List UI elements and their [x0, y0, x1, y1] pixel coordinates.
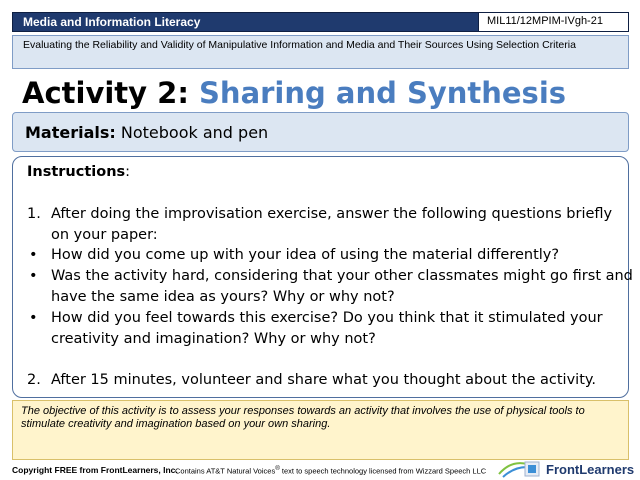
item1-line1: After doing the improvisation exercise, answer the following questions briefly	[51, 206, 613, 222]
footer	[0, 462, 640, 480]
course-title: Media and Information Literacy	[23, 15, 201, 29]
materials-text	[25, 123, 268, 142]
item1-marker: 1.	[27, 206, 41, 222]
header-bar	[12, 12, 629, 32]
materials-value: Notebook and pen	[115, 123, 269, 142]
item2-line1: After 15 minutes, volunteer and share what you thought about the activity.	[51, 372, 596, 388]
objective-box	[12, 400, 629, 460]
activity-prefix: Activity 2:	[22, 76, 200, 110]
registered-mark: ®	[275, 465, 280, 472]
materials-box	[12, 112, 629, 152]
question3-line1: How did you feel towards this exercise? Do you think that it stimulated your	[51, 310, 603, 326]
instructions-box	[12, 156, 633, 398]
voices-text	[175, 465, 486, 476]
instructions-colon: :	[125, 164, 131, 180]
topic-text: Evaluating the Reliability and Validity of Manipulative Information and Media and Their Sources Using Selection Criteria	[23, 39, 576, 51]
question1-line1: How did you come up with your idea of using the material differently?	[51, 247, 560, 263]
instructions-label: Instructions	[27, 164, 126, 180]
bullet-1: •	[29, 247, 38, 263]
brand-name: FrontLearners	[546, 462, 635, 477]
code-box	[478, 13, 628, 31]
topic-box	[12, 35, 629, 69]
bullet-2: •	[29, 268, 38, 284]
question3-line2: creativity and imagination? Why or why not?	[51, 331, 376, 347]
item1-line2: on your paper:	[51, 227, 158, 243]
bullet-3: •	[29, 310, 38, 326]
voices-post: text to speech technology licensed from Wizzard Speech LLC	[279, 466, 487, 476]
activity-name: Sharing and Synthesis	[199, 76, 567, 110]
question2-line2: have the same idea as yours? Why or why not?	[51, 289, 395, 305]
voices-pre: Contains AT&T Natural Voices	[175, 466, 276, 476]
copyright-text: Copyright FREE from FrontLearners, Inc.	[12, 465, 178, 475]
activity-title	[22, 76, 566, 110]
instructions-heading	[27, 164, 130, 180]
frontlearners-logo-icon	[497, 458, 543, 480]
objective-text: The objective of this activity is to assess your responses towards an activity that involves the use of physical tools to stimulate creativity and imagination based on your own sharing.	[21, 405, 585, 430]
question2-line1: Was the activity hard, considering that your other classmates might go first and	[51, 268, 633, 284]
item2-marker: 2.	[27, 372, 41, 388]
materials-label: Materials:	[25, 123, 116, 142]
competency-code: MIL11/12MPIM-IVgh-21	[487, 15, 603, 27]
